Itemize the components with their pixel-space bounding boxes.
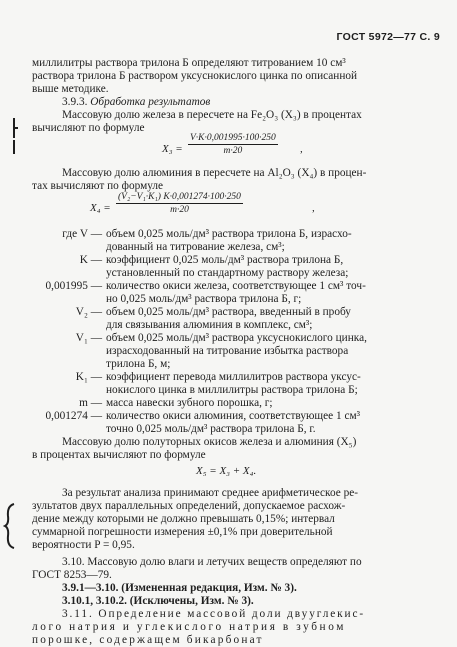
intro-line-3: выше методике. — [32, 83, 109, 95]
def-symbol: K — — [79, 254, 102, 266]
intro-line-1: миллилитры раствора трилона Б определяют титрованием 10 см³ — [32, 57, 346, 69]
def-text: коэффициент 0,025 моль/дм³ раствора трилона Б, — [106, 254, 344, 266]
fe-line-1: Массовую долю железа в пересчете на Fe₂O₃ (X₃) в процентах — [62, 109, 362, 121]
formula-al-end: , — [312, 202, 315, 214]
def-text: нокислого цинка в миллилитры раствора трилона Б; — [106, 384, 358, 396]
def-symbol: V₂ — — [75, 306, 102, 318]
s311-line-2: лого натрия и углекислого натрия в зубном — [32, 621, 346, 633]
amendment-2: 3.10.1, 3.10.2. (Исключены, Изм. № 3). — [62, 595, 254, 607]
margin-mark — [13, 140, 15, 154]
def-text: объем 0,025 моль/дм³ раствора, введенный в пробу — [106, 306, 351, 318]
formula-fe-lhs: X₃ = — [162, 143, 183, 155]
formula-fe-numerator: V·K·0,001995·100·250 — [190, 133, 276, 143]
def-text: трилона Б, м; — [106, 358, 171, 370]
section-number: 3.9.3. — [62, 96, 88, 108]
def-text: количество окиси железа, соответствующее 1 см³ точ- — [106, 280, 366, 292]
al-line-1: Массовую долю алюминия в пересчете на Al₂O₃ (X₄) в процен- — [62, 167, 367, 179]
result-line: дение между которыми не должно превышать 0,15%; интервал — [32, 513, 335, 525]
def-text: дованный на титрование железа, см³; — [106, 241, 285, 253]
formula-fe-end: , — [300, 143, 303, 155]
result-line: вероятности P = 0,95. — [32, 539, 135, 551]
s310-line-2: ГОСТ 8253—79. — [32, 569, 112, 581]
formula-al-lhs: X₄ = — [90, 202, 111, 214]
def-text: для связывания алюминия в комплекс, см³; — [106, 319, 313, 331]
amendment-1: 3.9.1—3.10. (Измененная редакция, Изм. № 3). — [62, 582, 297, 594]
def-text: коэффициент перевода миллилитров раствора уксус- — [106, 371, 361, 383]
s310-line-1: 3.10. Массовую долю влаги и летучих веществ определяют по — [62, 556, 362, 568]
result-line: суммарной погрешности измерения ±0,1% при доверительной — [32, 526, 333, 538]
margin-brace-mark — [3, 502, 17, 550]
sum-line-1: Массовую долю полуторных окисов железа и алюминия (X₅) — [62, 436, 357, 448]
section-title: Обработка результатов — [90, 96, 211, 108]
section-heading — [62, 96, 210, 109]
margin-mark — [13, 127, 18, 129]
def-text: количество окиси алюминия, соответствующее 1 см³ — [106, 410, 361, 422]
formula-al-fraction — [116, 192, 243, 215]
def-text: объем 0,025 моль/дм³ раствора уксуснокислого цинка, — [106, 332, 367, 344]
def-text: израсходованный на титрование избытка раствора — [106, 345, 349, 357]
result-line: За результат анализа принимают среднее арифметическое ре- — [62, 487, 359, 499]
def-symbol: m — — [79, 397, 102, 409]
def-text: масса навески зубного порошка, г; — [106, 397, 273, 409]
def-text: установленный по стандартному раствору железа; — [106, 267, 349, 279]
s311-line-3: порошке, содержащем бикарбонат — [32, 634, 264, 646]
page-header: ГОСТ 5972—77 С. 9 — [336, 31, 440, 43]
fe-line-2: вычисляют по формуле — [32, 122, 145, 134]
result-line: зультатов двух параллельных определений, допускаемое расхож- — [32, 500, 346, 512]
def-text: объем 0,025 моль/дм³ раствора трилона Б, израсхо- — [106, 228, 352, 240]
formula-al-numerator: (V₂−V₁·K₁) K·0,001274·100·250 — [118, 192, 241, 202]
def-symbol: 0,001995 — — [45, 280, 102, 292]
def-symbol: где V — — [62, 228, 102, 240]
formula-al-denominator: m·20 — [170, 205, 189, 215]
def-symbol: K₁ — — [75, 371, 102, 383]
def-text: но 0,025 моль/дм³ раствора трилона Б, г; — [106, 293, 302, 305]
formula-fe-fraction — [188, 133, 278, 156]
def-symbol: 0,001274 — — [45, 410, 102, 422]
formula-sum: X₅ = X₃ + X₄. — [196, 465, 257, 477]
intro-line-2: раствора трилона Б раствором уксуснокислого цинка по описанной — [32, 70, 358, 82]
def-symbol: V₁ — — [75, 332, 102, 344]
sum-line-2: в процентах вычисляют по формуле — [32, 449, 206, 461]
al-line-2: тах вычисляют по формуле — [32, 180, 164, 192]
def-text: точно 0,025 моль/дм³ раствора трилона Б, г. — [106, 423, 316, 435]
s311-line-1: 3.11. Определение массовой доли двууглекис- — [62, 608, 366, 620]
formula-fe-denominator: m·20 — [223, 146, 243, 156]
